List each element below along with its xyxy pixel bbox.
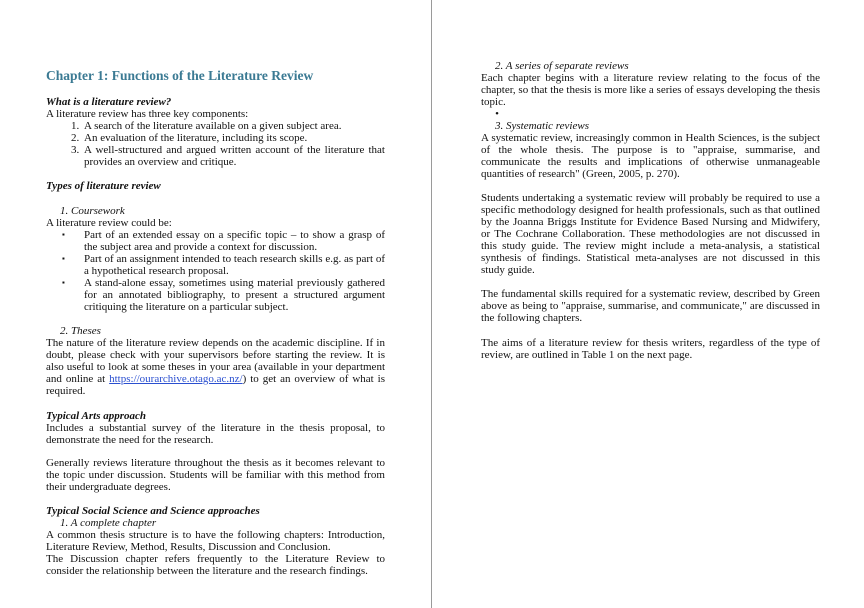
arts-heading: Typical Arts approach xyxy=(46,410,147,422)
series-heading: 2. A series of separate reviews xyxy=(495,60,629,72)
types-heading: Types of literature review xyxy=(46,180,161,192)
right-page xyxy=(432,0,864,608)
bullet: • xyxy=(495,108,499,120)
theses-paragraph xyxy=(46,337,385,397)
what-section xyxy=(46,108,385,168)
left-column xyxy=(46,68,385,577)
what-heading: What is a literature review? xyxy=(46,96,172,108)
arts-paragraph-1: Includes a substantial survey of the literature in the thesis proposal, to demonstrate the need for the research. xyxy=(46,422,385,446)
coursework-heading: 1. Coursework xyxy=(60,205,125,217)
systematic-paragraph-2: Students undertaking a systematic review will probably be required to use a specific methodology designed for health professionals, such as that outlined by the Joanna Briggs Institute for Evidence Based Nursing and Midwifery, or The Cochrane Collaboration. These methodologies are not discussed in this study guide. The review might include a meta-analysis, a statistical synthesis of findings. Statistical meta-analyses are not discussed in this study guide. xyxy=(481,192,820,276)
list-item: 2. An evaluation of the literature, including its scope. xyxy=(82,132,385,144)
systematic-paragraph-3: The fundamental skills required for a systematic review, described by Green above as being to "appraise, summarise, and communicate," are discussed in the following chapters. xyxy=(481,288,820,324)
list-item: ▪ A stand-alone essay, sometimes using material previously gathered for an annotated bibliography, to present a structured argument critiquing the literature on a particular subject. xyxy=(82,277,385,313)
science-heading: Typical Social Science and Science approaches xyxy=(46,505,260,517)
coursework-intro: A literature review could be: xyxy=(46,217,172,229)
ourarchive-link[interactable]: https://ourarchive.otago.ac.nz/ xyxy=(109,373,243,385)
complete-chapter-heading: 1. A complete chapter xyxy=(60,517,157,529)
series-paragraph: Each chapter begins with a literature review relating to the focus of the chapter, so that the thesis is more like a series of essays developing the thesis topic. xyxy=(481,72,820,108)
theses-text: The nature of the literature review depends on the academic discipline. If in doubt, please check with your supervisors before starting the review. It is also useful to look at some theses in your area (available in your department and online at xyxy=(46,337,385,385)
left-page xyxy=(0,0,431,608)
coursework-list xyxy=(46,229,385,313)
theses-heading: 2. Theses xyxy=(60,325,101,337)
systematic-paragraph-4: The aims of a literature review for thesis writers, regardless of the type of review, are outlined in Table 1 on the next page. xyxy=(481,337,820,361)
right-column xyxy=(481,60,820,361)
coursework-section xyxy=(46,217,385,313)
arts-paragraph-2: Generally reviews literature throughout the thesis as it becomes relevant to the topic under discussion. Students will be familiar with this method from their undergraduate degrees. xyxy=(46,457,385,493)
list-item: ▪ Part of an extended essay on a specific topic – to show a grasp of the subject area and provide a context for discussion. xyxy=(82,229,385,253)
systematic-heading: 3. Systematic reviews xyxy=(495,120,589,132)
chapter-title: Chapter 1: Functions of the Literature Review xyxy=(46,68,314,83)
theses-text-end: ) to get an overview of what is required. xyxy=(46,373,385,397)
systematic-paragraph-1: A systematic review, increasingly common in Health Sciences, is the subject of the whole thesis. The purpose is to "appraise, summarise, and communicate the results and implications of otherwise unmanageable quantities of research" (Green, 2005, p. 270). xyxy=(481,132,820,180)
complete-paragraph-2: The Discussion chapter refers frequently to the Literature Review to consider the relationship between the literature and the research findings. xyxy=(46,553,385,577)
list-item: ▪ Part of an assignment intended to teach research skills e.g. as part of a hypothetical research proposal. xyxy=(82,253,385,277)
list-item: 1. A search of the literature available on a given subject area. xyxy=(82,120,385,132)
what-intro: A literature review has three key components: xyxy=(46,108,249,120)
complete-paragraph-1: A common thesis structure is to have the following chapters: Introduction, Literature Review, Method, Results, Discussion and Conclusion. xyxy=(46,529,385,553)
list-item: 3. A well-structured and argued written account of the literature that provides an overview and critique. xyxy=(82,144,385,168)
components-list xyxy=(46,120,385,168)
